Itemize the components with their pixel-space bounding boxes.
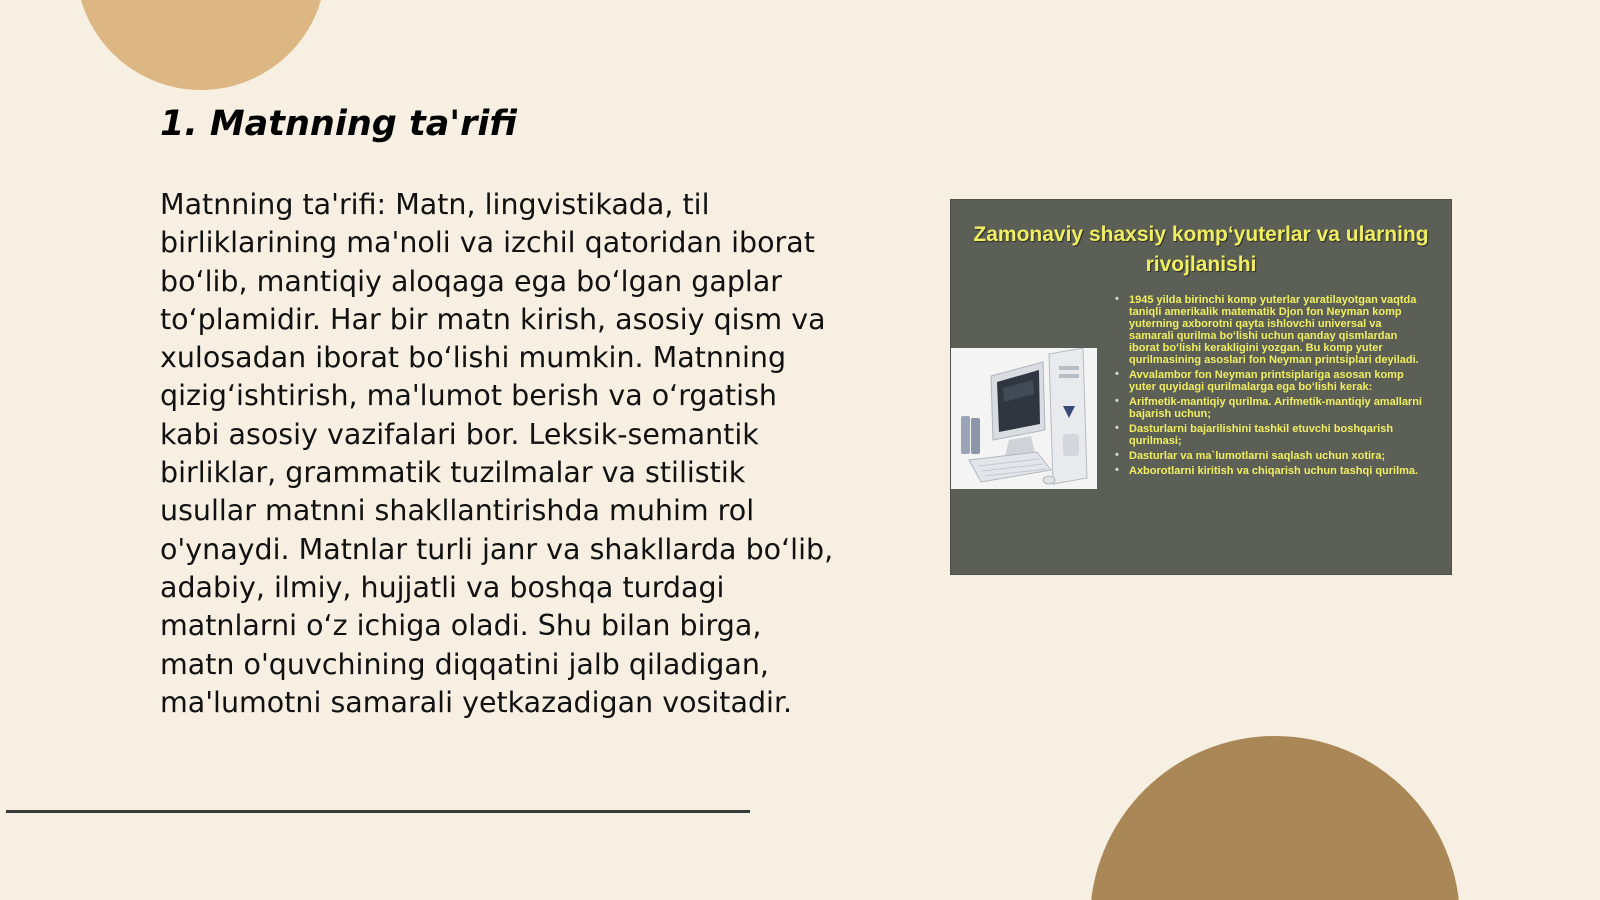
divider-line — [6, 810, 750, 813]
bullet-icon: • — [1115, 449, 1119, 461]
list-item: • Avvalambor fon Neyman printsiplariga asosan komp yuter quyidagi qurilmalarga ega boʻlishi kerak: — [1115, 368, 1404, 393]
list-item: • 1945 yilda birinchi komp yuterlar yaratilayotgan vaqtda taniqli amerikalik matematik Djon fon Neyman komp yuterning axborotni qayta ishlovchi universal va samarali qurilma boʻlishi uchun qanday qismlardan iborat boʻlishi kerakligini yozgan. Bu komp yuter qurilmasining asoslari fon Neyman printsiplari deyiladi. — [1115, 293, 1419, 366]
body-paragraph: Matnning ta'rifi: Matn, lingvistikada, til birliklarining ma'noli va izchil qatoridan iborat boʻlib, mantiqiy aloqaga ega boʻlgan gaplar toʻplamidir. Har bir matn kirish, asosiy qism va xulosadan iborat boʻlishi mumkin. Matnning qizigʻishtirish, ma'lumot berish va oʻrgatish kabi asosiy vazifalari bor. Leksik-semantik birliklar, grammatik tuzilmalar va stilistik usullar matnni shakllantirishda muhim rol o'ynaydi. Matnlar turli janr va shakllarda boʻlib, adabiy, ilmiy, hujjatli va boshqa turdagi matnlarni oʻz ichiga oladi. Shu bilan birga, matn o'quvchining diqqatini jalb qiladigan, ma'lumotni samarali yetkazadigan vositadir. — [160, 188, 834, 719]
decorative-circle-bottom — [1090, 736, 1460, 900]
bullet-icon: • — [1115, 422, 1119, 434]
embedded-slide-image — [951, 200, 1451, 574]
embedded-slide-bullet-list — [1115, 294, 1425, 480]
slide-title: 1. Matnning ta'rifi — [160, 104, 517, 144]
list-item: • Dasturlar va ma`lumotlarni saqlash uchun xotira; — [1115, 449, 1386, 462]
computer-icon — [951, 348, 1097, 489]
list-item: • Dasturlarni bajarilishini tashkil etuvchi boshqarish qurilmasi; — [1115, 422, 1394, 447]
bullet-icon: • — [1115, 464, 1119, 476]
decorative-circle-top — [76, 0, 326, 90]
list-item: • Axborotlarni kiritish va chiqarish uchun tashqi qurilma. — [1115, 464, 1419, 477]
bullet-icon: • — [1115, 395, 1119, 407]
list-item: • Arifmetik-mantiqiy qurilma. Arifmetik-mantiqiy amallarni bajarish uchun; — [1115, 395, 1422, 420]
bullet-icon: • — [1115, 368, 1119, 380]
bullet-icon: • — [1115, 293, 1119, 305]
embedded-slide-heading: Zamonaviy shaxsiy kompʻyuterlar va ularning rivojlanishi — [973, 223, 1429, 276]
